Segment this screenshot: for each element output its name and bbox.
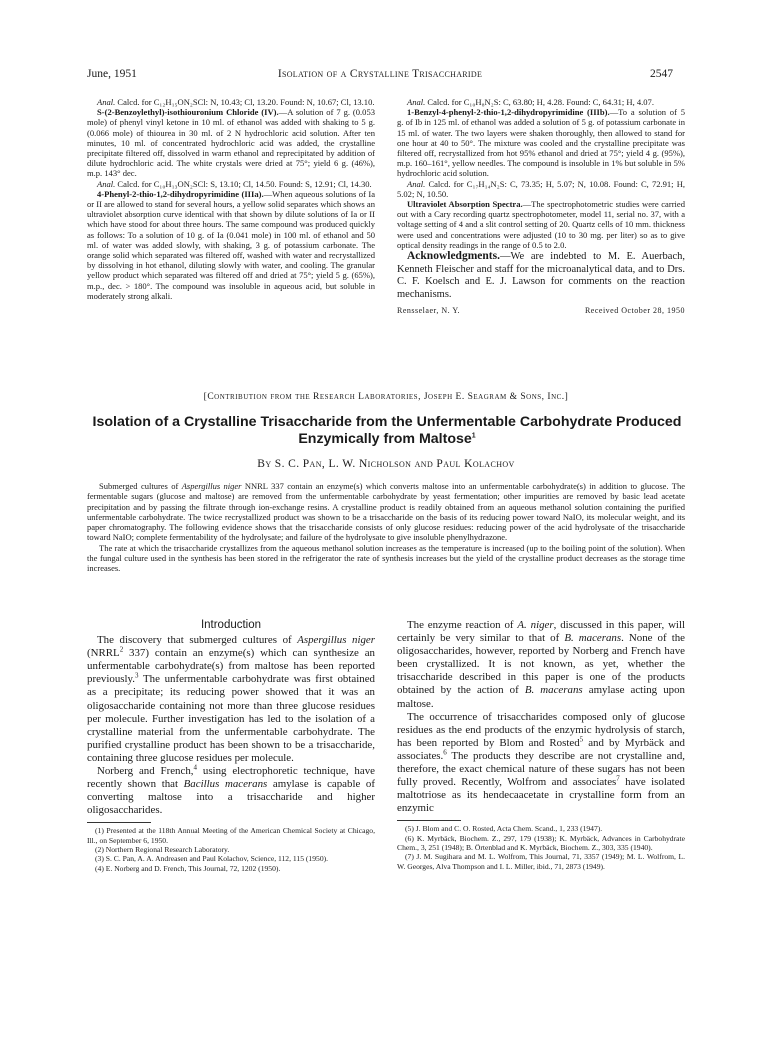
acknowledgments: Acknowledgments.—We are indebted to M. E. Auerbach, Kenneth Fleischer and staff for the microanalytical data, and to Drs. C. F. Koelsch and E. J. Lawson for comments on the reaction mechanisms. xyxy=(397,250,685,300)
footnote: (2) Northern Regional Research Laboratory. xyxy=(95,845,230,854)
abstract-paragraph: The rate at which the trisaccharide crystallizes from the aqueous methanol solution increases as the temperature is increased (up to the boiling point of the solution). When the fungal culture used in the synthesis has been stored in the refrigerator the rate of synthesis increases but the yield of the crystalline product decreases as the storage time increases. xyxy=(87,542,685,574)
section-heading: Introduction xyxy=(200,619,262,631)
abstract-paragraph: Submerged cultures of Aspergillus niger NNRL 337 contain an enzyme(s) which converts maltose into an unfermentable carbohydrate(s) in addition to glucose. The fermentable sugars (glucose and maltose) are removed from the unfermentable carbohydrate by yeast fermentation; other impurities are removed by basic lead acetate precipitation and by passing the filtrate through ion-exchange resins. A crystalline product is readily obtained from an aqueous methanol solution containing the purified unfermentable carbohydrate. The twice recrystallized product was shown to be a trisaccharide on the basis of its reducing power toward NaIO, its molecular weight, and its paper chromatography. The following evidence shows that the trisaccharide consists of only glucose residues: reducing power of the acid hydrolysate of the trisaccharide toward NaIO; complete fermentability of the hydrolysate; and failure of the hydrolysate to give insoluble phenylhydrazone. xyxy=(87,481,685,543)
footnote-rule xyxy=(397,820,461,821)
footnotes-right xyxy=(397,824,685,870)
body-left-column xyxy=(87,619,375,873)
title-footnote-marker: 1 xyxy=(471,432,476,440)
body-paragraph: The discovery that submerged cultures of Aspergillus niger (NRRL$^2$ 337) contain an enzyme(s) which can synthesize an unfermentable carbohydrate(s) from maltose has been reported previously.$^3$ The unfermentable carbohydrate was first obtained as a precipitate; its reducing power showed that it was an oligosaccharide containing not more than three glucose residues per molecule. Further investigation has led to the isolation of a crystalline material from the unfermentable carbohydrate. The purified crystalline product has been shown to be a trisaccharide, containing three glucose residues per molecule. xyxy=(87,634,375,764)
prev-article-right-column xyxy=(397,97,685,317)
signature-line xyxy=(397,306,685,316)
analysis-paragraph: Anal. Calcd. for C₁₂H₁₅ON₂SCl: N, 10.43; Cl, 13.20. Found: N, 10.67; Cl, 13.10. xyxy=(97,97,375,107)
contribution-line: [Contribution from the Research Laboratories, Joseph E. Seagram & Sons, Inc.] xyxy=(203,392,569,402)
body-paragraph: The enzyme reaction of A. niger, discussed in this paper, will certainly be very similar to that of B. macerans. None of the oligosaccharides, however, reported by Norberg and French have been crystallized. It is not known, as yet, whether the trisaccharide described in this paper is one of the products obtained by the action of B. macerans amylase acting upon maltose. xyxy=(397,619,686,710)
body-paragraph: The occurrence of trisaccharides composed only of glucose residues as the end products of the enzymic hydrolysis of starch, has been reported by Blom and Rosted$^5$ and by Myrbäck and associates.$^6$ The products they describe are not crystalline and, therefore, the exact chemical nature of these sugars has not been fully proved. Recently, Wolfrom and associates$^7$ have isolated maltotriose as its hendecaacetate in crystalline form from an enzymic xyxy=(397,710,685,815)
uv-spectra-paragraph: Ultraviolet Absorption Spectra.—The spectrophotometric studies were carried out with a Cary recording quartz spectrophotometer, model 11, serial no. 37, with a voltage setting of 4 and a slit control setting of 20. Quartz cells of 10 mm. thickness were used and concentrations were adjusted (10 to 30 mg. per liter) so as to give optical density readings in the range of 0.5 to 2.0. xyxy=(397,199,685,250)
compound-iv-paragraph: S-(2-Benzoylethyl)-isothiouronium Chloride (IV).—A solution of 7 g. (0.053 mole) of phenyl vinyl ketone in 10 ml. of ethanol was added with shaking to 5 g. (0.066 mole) of thiourea in 30 ml. of 2 N hydrochloric acid solution. After ten minutes, 10 ml. of concentrated hydrochloric acid was added, the crystalline precipitate filtered off, dissolved in warm ethanol and reprecipitated by addition of dilute hydrochloric acid. The white crystals were dried at 75°; yield 6 g. (46%), m.p. 143° dec. xyxy=(87,107,375,179)
footnote: (4) E. Norberg and D. French, This Journal, 72, 1202 (1950). xyxy=(95,863,281,873)
running-title: Isolation of a Crystalline Trisaccharide xyxy=(277,68,483,80)
footnote: (7) J. M. Sugihara and M. L. Wolfrom, This Journal, 71, 3357 (1949); M. L. Wolfrom, L. W. Georges, Alva Thompson and I. L. Miller, ibid., 71, 2873 (1949). xyxy=(397,852,685,871)
analysis-paragraph: Anal. Calcd. for C₁₇H₁₄N₂S: C, 73.35; H, 5.07; N, 10.08. Found: C, 72.91; H, 5.02; N, 10.50. xyxy=(397,178,686,199)
running-header xyxy=(87,68,673,84)
abstract xyxy=(87,481,685,574)
prev-article-left-column xyxy=(87,97,375,301)
article-title: Isolation of a Crystalline Trisaccharide from the Unfermentable Carbohydrate Produced Enzymically from Maltose$^1$ xyxy=(92,414,682,447)
compound-iiib-paragraph: 1-Benzyl-4-phenyl-2-thio-1,2-dihydropyrimidine (IIIb).—To a solution of 5 g. of Ib in 125 ml. of ethanol was added a solution of 5 g. of potassium carbonate in 15 ml. of water. The two layers were shaken thoroughly, then allowed to stand for one hour at 40 to 50°. The mixture was cooled and the crystalline precipitate was filtered off, recrystallized from hot 95% ethanol and dried at 75°; yield 4 g. (95%), m.p. 160–161°, yellow needles. The compound is insoluble in 1% but soluble in 5% hydrochloric acid solution. xyxy=(397,107,685,179)
footnote: (5) J. Blom and C. O. Rosted, Acta Chem. Scand., 1, 233 (1947). xyxy=(405,824,603,834)
location: Rensselaer, N. Y. xyxy=(397,306,461,316)
issue-date: June, 1951 xyxy=(87,68,137,80)
authors: By S. C. Pan, L. W. Nicholson and Paul Kolachov xyxy=(257,458,515,470)
page-number: 2547 xyxy=(650,68,673,80)
analysis-paragraph: Anal. Calcd. for C₁₀H₁₃ON₂SCl: S, 13.10; Cl, 14.50. Found: S, 12.91; Cl, 14.30. xyxy=(97,178,372,189)
footnotes-left xyxy=(87,826,375,872)
compound-iiia-paragraph: 4-Phenyl-2-thio-1,2-dihydropyrimidine (IIIa).—When aqueous solutions of Ia or II are allowed to stand for several hours, a yellow solid separates which shows an ultraviolet absorption curve identical with that shown by dilute solutions of Ia or II which have stood for about three hours. The same compound was produced quickly as follows: To a solution of 10 g. of Ia (0.041 mole) in 100 ml. of ethanol and 50 ml. of water was added slowly, with shaking, 3 g. of potassium carbonate. The orange solid which separated was filtered off, washed with water and recrystallized by dissolving in hot ethanol, diluting slowly with water, and cooling. The granular yellow product which separated was filtered off and dried at 75°; yield 5 g. (65%), m.p., dec. > 180°. The compound was insoluble in aqueous acid, but soluble in moderately strong alkali. xyxy=(87,188,376,301)
footnote: (1) Presented at the 118th Annual Meeting of the American Chemical Society at Chicago, Ill., on September 6, 1950. xyxy=(87,826,375,845)
body-paragraph: Norberg and French,$^4$ using electrophoretic technique, have recently shown that Bacillus macerans amylase is capable of converting maltose into a trisaccharide and higher oligosaccharides. xyxy=(87,763,375,817)
footnote: (6) K. Myrbäck, Biochem. Z., 297, 179 (1938); K. Myrbäck, Advances in Carbohydrate Chem., 3, 251 (1948); B. Örtenblad and K. Myrbäck, Biochem. Z., 303, 335 (1940). xyxy=(397,833,685,852)
footnote-rule xyxy=(87,822,151,823)
analysis-paragraph: Anal. Calcd. for C₁₀H₈N₂S: C, 63.80; H, 4.28. Found: C, 64.31; H, 4.07. xyxy=(407,97,654,107)
received-date: Received October 28, 1950 xyxy=(584,306,685,316)
body-right-column xyxy=(397,619,685,871)
footnote: (3) S. C. Pan, A. A. Andreasen and Paul Kolachov, Science, 112, 115 (1950). xyxy=(95,854,329,864)
